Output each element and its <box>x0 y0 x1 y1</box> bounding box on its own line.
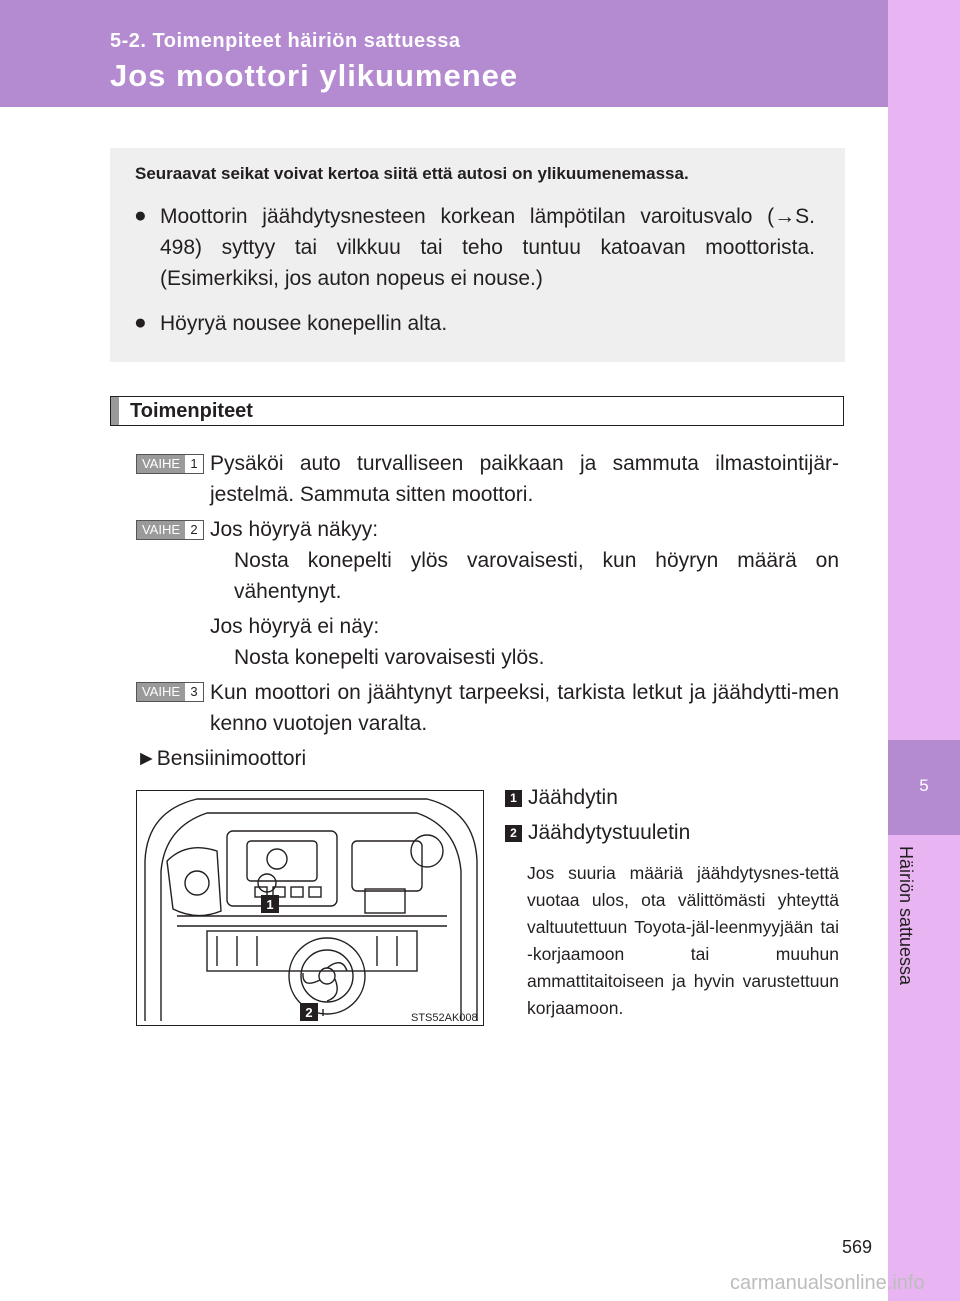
page-number: 569 <box>842 1237 873 1257</box>
callout-1-label: 1 <box>266 897 274 912</box>
figure-code: STS52AK008 <box>411 1012 478 1024</box>
engine-type-label: ►Bensiinimoottori <box>136 747 307 770</box>
bullet-icon: ● <box>134 311 147 334</box>
legend-item-1 <box>505 786 618 810</box>
chapter-number: 5 <box>919 776 929 795</box>
step-2-text: Jos höyryä näkyy: <box>210 518 379 541</box>
legend-item-2 <box>505 821 690 845</box>
chapter-side-strip <box>888 0 960 1301</box>
step-2-case-2: Jos höyryä ei näy: <box>210 615 380 638</box>
intro-bullet-2: Höyryä nousee konepellin alta. <box>160 312 448 335</box>
step-3-text: Kun moottori on jäähtynyt tarpeeksi, tarkista letkut ja jäähdytti-men kenno vuotojen varalta. <box>210 681 839 735</box>
engine-bay-figure <box>136 790 484 1026</box>
heading-bar <box>111 397 119 425</box>
step-1-text: Pysäköi auto turvalliseen paikkaan ja sammuta ilmastointijär-jestelmä. Sammuta sitten moottori. <box>210 452 839 506</box>
legend-label: Jäähdytin <box>528 786 618 809</box>
leak-note: Jos suuria määriä jäähdytysnes-tettä vuotaa ulos, ota välittömästi yhteyttä valtuutettuun Toyota-jäl-leenmyyjään tai -korjaamoon tai muuhun ammattitaitoiseen ja hyvin varustettuun korjaamoon. <box>527 863 839 1018</box>
engine-bay-illustration <box>137 791 483 1025</box>
measures-heading-box <box>110 396 844 426</box>
callout-2-label: 2 <box>305 1005 313 1020</box>
intro-bullet-1: Moottorin jäähdytysnesteen korkean lämpötilan varoitusvalo (→S. 498) syttyy tai vilkkuu tai teho tuntuu katoavan moottorista. (Esimerkiksi, jos auton nopeus ei nouse.) <box>160 205 815 290</box>
legend-number: 2 <box>505 825 522 842</box>
step-number: 3 <box>185 683 203 701</box>
legend-label: Jäähdytystuuletin <box>528 821 691 844</box>
page-title: Jos moottori ylikuumenee <box>110 58 519 93</box>
step-word: VAIHE <box>137 521 185 539</box>
step-2-sub-1: Nosta konepelti ylös varovaisesti, kun höyryn määrä on vähentynyt. <box>234 549 839 603</box>
bullet-icon: ● <box>134 204 147 227</box>
step-badge-1 <box>136 454 204 474</box>
measures-heading: Toimenpiteet <box>130 400 253 422</box>
step-number: 1 <box>185 455 203 473</box>
watermark: carmanualsonline.info <box>730 1272 925 1294</box>
section-title: 5-2. Toimenpiteet häiriön sattuessa <box>110 30 461 52</box>
step-word: VAIHE <box>137 455 185 473</box>
step-badge-2 <box>136 520 204 540</box>
step-badge-3 <box>136 682 204 702</box>
legend-number: 1 <box>505 790 522 807</box>
step-2-sub-2: Nosta konepelti varovaisesti ylös. <box>234 646 545 669</box>
intro-heading: Seuraavat seikat voivat kertoa siitä että autosi on ylikuumenemassa. <box>135 164 689 183</box>
chapter-tab[interactable] <box>888 740 960 835</box>
page-header <box>0 0 888 107</box>
step-word: VAIHE <box>137 683 185 701</box>
step-number: 2 <box>185 521 203 539</box>
chapter-label: Häiriön sattuessa <box>896 846 916 986</box>
